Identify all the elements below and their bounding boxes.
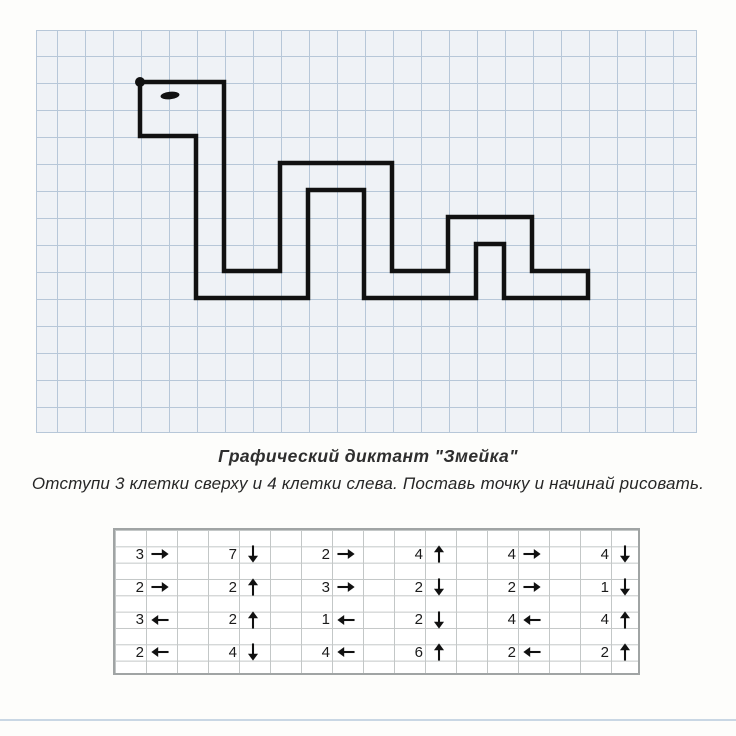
arrow-left-icon [523, 643, 541, 661]
step-count: 6 [414, 643, 423, 661]
step-count: 4 [228, 643, 237, 661]
arrow-right-icon [523, 578, 541, 596]
step-count: 4 [414, 545, 423, 563]
step-count: 2 [321, 545, 330, 563]
step-count: 2 [414, 611, 423, 629]
dictation-step [208, 579, 270, 595]
arrow-left-icon [151, 611, 169, 629]
step-count: 2 [228, 578, 237, 596]
dictation-step [301, 644, 363, 660]
worksheet-title: Графический диктант "Змейка" [218, 446, 518, 466]
arrow-down-icon [616, 578, 634, 596]
step-count: 4 [600, 611, 609, 629]
arrow-right-icon [523, 545, 541, 563]
step-count: 3 [321, 578, 330, 596]
dictation-step [487, 644, 549, 660]
step-count: 2 [228, 611, 237, 629]
arrow-up-icon [430, 643, 448, 661]
arrow-up-icon [616, 643, 634, 661]
dictation-step [301, 612, 363, 628]
step-count: 7 [228, 545, 237, 563]
step-count: 3 [135, 611, 144, 629]
step-count: 4 [507, 611, 516, 629]
dictation-step [487, 579, 549, 595]
arrow-down-icon [616, 545, 634, 563]
arrow-right-icon [337, 578, 355, 596]
step-count: 1 [600, 578, 609, 596]
bottom-rule [0, 719, 736, 721]
step-count: 3 [135, 545, 144, 563]
arrow-down-icon [430, 611, 448, 629]
arrow-down-icon [430, 578, 448, 596]
step-count: 2 [414, 578, 423, 596]
arrow-up-icon [430, 545, 448, 563]
arrow-up-icon [244, 611, 262, 629]
step-count: 2 [135, 643, 144, 661]
arrow-down-icon [244, 545, 262, 563]
dictation-step [115, 612, 177, 628]
dictation-step [487, 612, 549, 628]
dictation-step [580, 579, 642, 595]
arrow-left-icon [337, 611, 355, 629]
arrow-up-icon [244, 578, 262, 596]
arrow-left-icon [523, 611, 541, 629]
step-count: 4 [321, 643, 330, 661]
dictation-table [113, 528, 640, 675]
dictation-step [394, 644, 456, 660]
step-count: 2 [135, 578, 144, 596]
arrow-left-icon [151, 643, 169, 661]
dictation-step [208, 644, 270, 660]
arrow-down-icon [244, 643, 262, 661]
step-count: 1 [321, 611, 330, 629]
arrow-left-icon [337, 643, 355, 661]
dictation-step [580, 612, 642, 628]
step-count: 4 [600, 545, 609, 563]
graph-paper [36, 30, 697, 433]
dictation-step [394, 546, 456, 562]
arrow-right-icon [337, 545, 355, 563]
dictation-step [115, 579, 177, 595]
dictation-step [208, 546, 270, 562]
dictation-step [301, 546, 363, 562]
dictation-step [115, 546, 177, 562]
arrow-up-icon [616, 611, 634, 629]
dictation-step [208, 612, 270, 628]
dictation-step [580, 546, 642, 562]
dictation-step [394, 579, 456, 595]
dictation-step [115, 644, 177, 660]
worksheet-instruction: Отступи 3 клетки сверху и 4 клетки слева. Поставь точку и начинай рисовать. [31, 474, 705, 493]
dictation-step [394, 612, 456, 628]
dictation-step [580, 644, 642, 660]
step-count: 2 [507, 578, 516, 596]
step-count: 4 [507, 545, 516, 563]
arrow-right-icon [151, 545, 169, 563]
arrow-right-icon [151, 578, 169, 596]
dictation-step [487, 546, 549, 562]
step-count: 2 [507, 643, 516, 661]
step-count: 2 [600, 643, 609, 661]
dictation-step [301, 579, 363, 595]
